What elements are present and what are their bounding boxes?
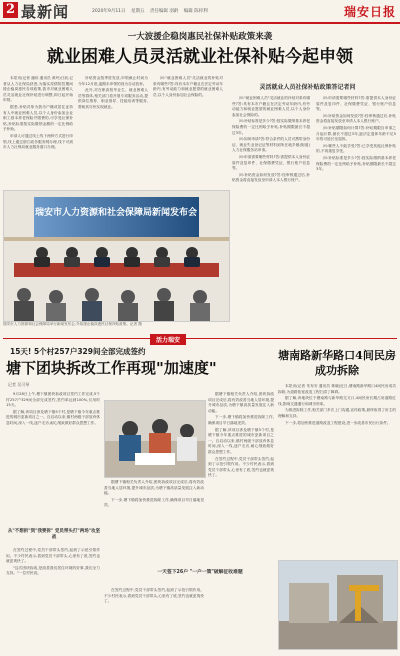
section-name: 最新闻 [21,3,70,21]
section-tag: 活力瑞安 [150,334,186,345]
paragraph: 据悉,补贴对象为我市户籍或居住证持有人中就业困难人员,以个人身份参加企业职工基本养老保险并缴费的,可享受社保补贴,补贴标准按实际缴纳金额的一定比例给予补助。 [3,104,73,132]
paragraph: 补贴资金按季度发放,申领截止时间为今年12月底,逾期未申领的视为自动放弃。 [78,76,148,86]
paragraph: 本报讯(记者 潘伟 通讯员 黄玲)日前,记者从人力社保局获悉,为落实疫情防控期间援企稳岗惠民各项政策,我市对就业困难人员灵活就业社保补贴进行调整,即日起开始申领。 [3,76,73,103]
photo-caption: 瑞安市人力资源和社会保障局举行新闻发布会,介绍援企稳岗惠民社保补贴政策。记者 摄 [3,322,142,326]
paragraph: 问:补贴资金如何发放?答:经审核通过后,补贴资金将直接发放至申请人本人银行账户。 [316,113,396,124]
second-quote: 从"不想拆"到"我要拆" 党员带头打"两场"攻坚战 [7,529,101,540]
second-column-1b [6,548,100,652]
paragraph: 9月28日上午,塘下镇团块拆改项目签约工作完成,5个村257户329间全部完成签约,签约率达到100%,仅用时15天。 [6,392,100,408]
lead-column-2b [153,76,223,186]
qa-column-2 [316,96,396,334]
paragraph: 据塘下镇相关负责人介绍,团块拆改项目完成后,将有效改善当地人居环境,提升城市品质,为塘下镇高质量发展注入新动能。 [104,480,204,496]
second-subheadline: 一天签下26户 "一户一策"破解征收难题 [157,570,243,575]
paragraph: 问:如何申请?答:符合条件的人员可携带身份证、就业失业登记证等材料到所在地乡镇(街道)人力社保服务站申请。 [232,137,310,153]
paragraph: 据塘下镇相关负责人介绍,团块拆改项目完成后,将有效改善当地人居环境,提升城市品质,为塘下镇高质量发展注入新动能。 [208,392,274,413]
second-kicker: 15天! 5个村257户329间全部完成签约 [10,347,146,356]
issue-weekday: 星期五 [130,9,145,14]
second-column-2b [104,588,204,652]
lead-headline: 就业困难人员灵活就业社保补贴今起申领 [47,47,353,67]
paragraph: 问:补贴资金如何发放?答:经审核通过后,补贴资金将直接发放至申请人本人银行账户。 [232,172,310,183]
section-divider [3,338,397,339]
second-column-3 [208,392,274,652]
signing-illustration [105,401,205,477]
banner-text: 瑞安市人力资源和社会保障局新闻发布会 [34,208,198,218]
paragraph: 问:"就业困难人员"灵活就业的补贴对象有哪些?答:具有本市户籍且在法定劳动年龄内,有劳动能力和就业愿望的就业困难人员,以个人身份参加社会保险的。 [232,96,310,117]
press-conference-illustration [4,191,229,321]
paragraph: 据了解,该项目涉及塘下镇5个村,是塘下镇今年重点推进的城市更新项目之一。自启动以来,镇村两级干部放弃休息时间,深入一线,逐户走访,耐心细致做好群众思想工作。 [208,427,274,454]
demolition-photo [278,560,398,650]
issue-meta [92,8,212,14]
paragraph: 问:哪些人不能享受?答:已享受其他社保补贴的,不再重复享受。 [316,143,396,154]
paragraph: 此外,对在职高校毕业生、就业困难人员等群体,相关部门将开展专项服务活动,提供岗位推荐、职业指导、技能培训等服务,帮助其尽快实现就业。 [78,88,148,109]
paragraph: "这次团块拆改,是改善我们居住环境的好事,我们全力支持。"一位村民说。 [6,565,100,576]
lead-deck: 灵活就业人员社保补贴政策答记者问 [259,84,356,91]
paragraph: 下一步,塘下镇将加快推进拆除工作,确保项目早日落地见效。 [104,497,204,508]
paragraph: 申请人可通过线上线下两种方式进行申领,线上通过浙江政务服务网办理,线下可到市人力社保局就业服务窗口办理。 [3,133,73,150]
lead-kicker: 一大波援企稳岗惠民社保补贴政策来袭 [127,32,273,42]
second-column-1 [6,392,100,522]
paragraph: 问:补贴标准是多少?答:按实际缴纳基本养老保险费的一定比例给予补贴,补贴期限最长不超过3年。 [316,155,396,172]
paragraph: 在签约过程中,党员干部带头签约,起到了示范引领作用。不少村民表示,看到党员干部带头,心里有了底,签约也就更爽快了。 [6,548,100,564]
paragraph: 在签约过程中,党员干部带头签约,起到了示范引领作用。不少村民表示,看到党员干部带头,心里有了底,签约也就更爽快了。 [208,456,274,478]
second-column-2 [104,480,204,564]
paragraph: 问:"就业困难人员"灵活就业的补贴对象有哪些?答:具有本市户籍且在法定劳动年龄内,有劳动能力和就业愿望的就业困难人员,以个人身份参加社会保险的。 [153,76,223,97]
qa-column-1 [232,96,310,334]
issue-date: 2020年9月11日 [92,9,126,14]
paragraph: 据了解,该地块位于塘南路与新华路交叉口,4间民房长期占用道路红线,影响交通通行和城市形象。 [278,396,396,406]
press-conference-photo [3,190,230,322]
paragraph: 问:补贴期限如何计算?答:补贴期限自申请之月起计算,最长不超过3年,距法定退休年龄不足5年的可延长至退休。 [316,125,396,142]
third-headline: 塘南路新华路口4间民房成功拆除 [278,349,396,377]
designer-credit: 编辑 陈梓利 [183,9,208,14]
paragraph: 下一步,将加快推进道路改造工程建设,进一步改善市民出行条件。 [285,420,391,425]
paragraph: 问:申请需要哪些材料?答:需提供本人身份证原件及复印件、社保缴费凭证、银行账户信息等。 [316,96,396,112]
lead-column-2 [78,76,148,186]
second-byline: 记者 吴可琴 [8,382,30,387]
paragraph: 为推进拆除工作,相关部门多次上门沟通,宣传政策,最终取得了房主的理解和支持。 [278,408,396,418]
paragraph: 据了解,该项目涉及塘下镇5个村,是塘下镇今年重点推进的城市更新项目之一。自启动以来,镇村两级干部放弃休息时间,深入一线,逐户走访,耐心细致做好群众思想工作。 [6,409,100,425]
paper-logo: 瑞安日报 [343,5,396,19]
paragraph: 在签约过程中,党员干部带头签约,起到了示范引领作用。不少村民表示,看到党员干部带头,心里有了底,签约也就更爽快了。 [104,588,204,604]
page-header [0,0,400,24]
paragraph: 问:申请需要哪些材料?答:需提供本人身份证原件及复印件、社保缴费凭证、银行账户信息等。 [232,154,310,171]
signing-photo [104,400,206,478]
paragraph: 本报讯(记者 朱寿安 通讯员 林晓)近日,塘南路新华路口4间民房成功拆除,为道路拓宽改造工程扫清了障碍。 [278,384,396,394]
demolition-illustration [279,561,397,649]
third-column [278,384,396,556]
paragraph: 问:补贴标准是多少?答:按实际缴纳基本养老保险费的一定比例给予补贴,补贴期限最长不超过3年。 [232,119,310,135]
paragraph: 下一步,塘下镇将加快推进拆除工作,确保项目早日落地见效。 [208,415,274,425]
editor-credit: 责任编辑 羽龄 [149,9,179,14]
page-number: 2 [3,2,18,18]
lead-column-1 [3,76,73,186]
second-headline: 塘下团块拆改工作再现"加速度" [6,359,217,377]
